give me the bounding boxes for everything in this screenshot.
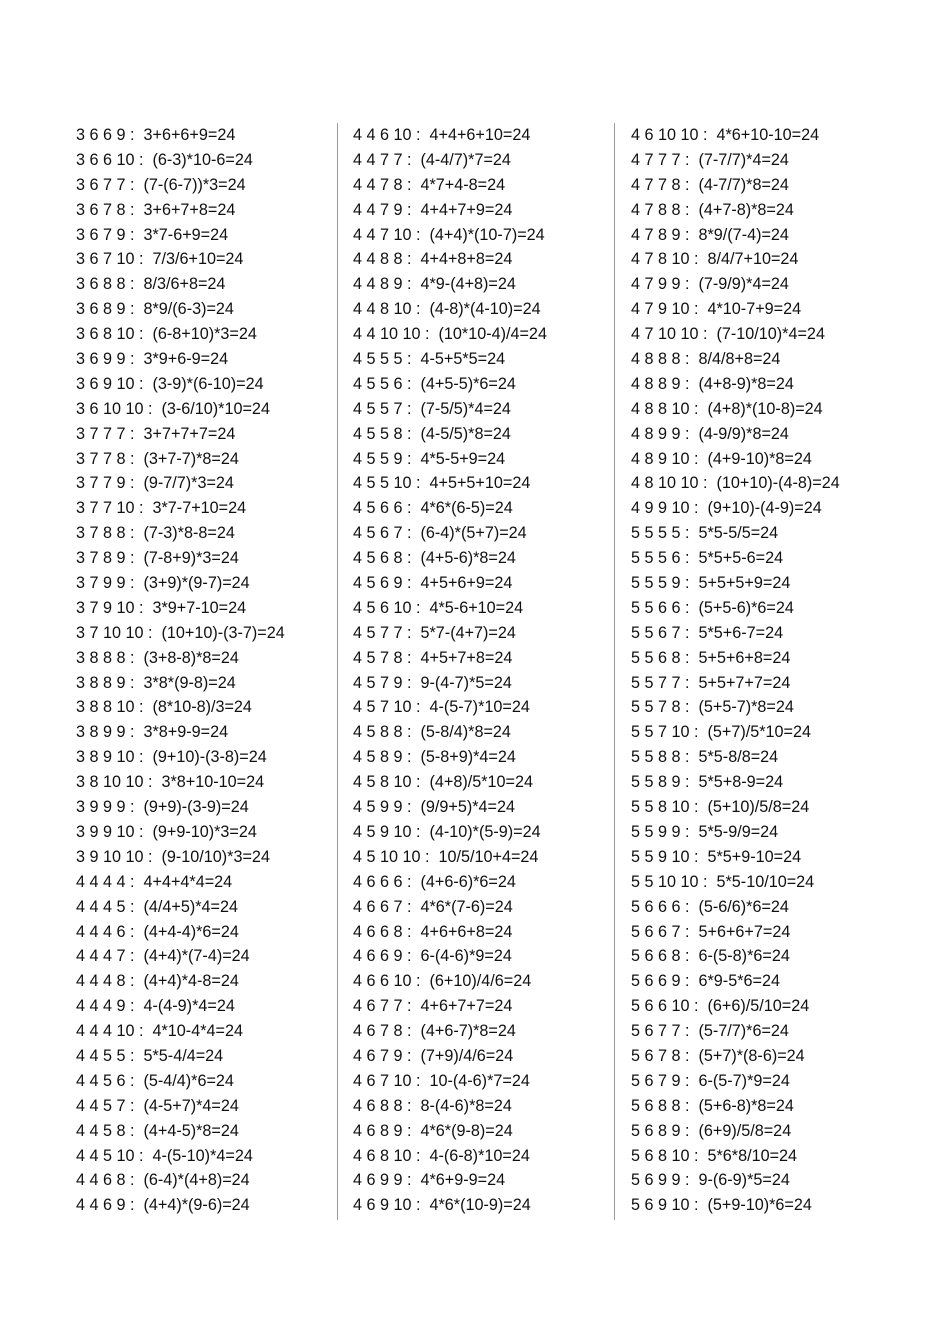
solution-entry: 3 9 9 10 : (9+9-10)*3=24	[76, 822, 257, 841]
solution-entry: 3 9 10 10 : (9-10/10)*3=24	[76, 847, 270, 866]
solution-entry: 3 7 9 9 : (3+9)*(9-7)=24	[76, 574, 250, 593]
solution-entry: 4 5 5 10 : 4+5+5+10=24	[353, 474, 531, 493]
solution-entry: 5 6 7 7 : (5-7/7)*6=24	[631, 1022, 789, 1041]
solution-entry: 4 5 6 6 : 4*6*(6-5)=24	[353, 499, 513, 518]
solution-entry: 4 5 5 6 : (4+5-5)*6=24	[353, 374, 516, 393]
solution-entry: 3 6 7 9 : 3*7-6+9=24	[76, 225, 229, 244]
solution-entry: 4 7 7 7 : (7-7/7)*4=24	[631, 150, 789, 169]
solution-entry: 5 6 8 8 : (5+6-8)*8=24	[631, 1096, 794, 1115]
solution-entry: 4 7 7 8 : (4-7/7)*8=24	[631, 175, 789, 194]
solution-entry: 4 6 8 9 : 4*6*(9-8)=24	[353, 1121, 513, 1140]
solution-entry: 5 5 7 7 : 5+5+7+7=24	[631, 673, 791, 692]
solutions-column-3	[631, 123, 901, 1218]
solution-entry: 5 6 9 10 : (5+9-10)*6=24	[631, 1196, 812, 1215]
solution-entry: 5 5 10 10 : 5*5-10/10=24	[631, 872, 815, 891]
solution-entry: 3 7 7 9 : (9-7/7)*3=24	[76, 474, 234, 493]
solution-entry: 4 6 6 10 : (6+10)/4/6=24	[353, 972, 532, 991]
solution-entry: 5 5 5 5 : 5*5-5/5=24	[631, 524, 779, 543]
solution-entry: 4 8 8 8 : 8/4/8+8=24	[631, 350, 781, 369]
solution-entry: 4 6 9 9 : 4*6+9-9=24	[353, 1171, 506, 1190]
solution-entry: 4 4 4 7 : (4+4)*(7-4)=24	[76, 947, 250, 966]
solution-entry: 4 8 8 10 : (4+8)*(10-8)=24	[631, 399, 823, 418]
solution-entry: 4 7 9 9 : (7-9/9)*4=24	[631, 275, 789, 294]
solution-entry: 4 4 8 8 : 4+4+8+8=24	[353, 250, 513, 269]
solution-entry: 4 6 8 8 : 8-(4-6)*8=24	[353, 1096, 512, 1115]
solution-entry: 3 7 8 8 : (7-3)*8-8=24	[76, 524, 235, 543]
solution-entry: 3 8 8 10 : (8*10-8)/3=24	[76, 698, 252, 717]
solution-entry: 3 6 7 7 : (7-(6-7))*3=24	[76, 175, 246, 194]
solution-entry: 4 4 7 8 : 4*7+4-8=24	[353, 175, 506, 194]
solution-entry: 4 6 7 8 : (4+6-7)*8=24	[353, 1022, 516, 1041]
solution-entry: 4 4 4 8 : (4+4)*4-8=24	[76, 972, 239, 991]
solution-entry: 3 6 7 10 : 7/3/6+10=24	[76, 250, 244, 269]
solution-entry: 4 4 5 7 : (4-5+7)*4=24	[76, 1096, 239, 1115]
solution-entry: 5 5 9 9 : 5*5-9/9=24	[631, 822, 779, 841]
solution-entry: 4 4 4 4 : 4+4+4*4=24	[76, 872, 233, 891]
solution-entry: 3 6 8 8 : 8/3/6+8=24	[76, 275, 226, 294]
solution-entry: 4 5 6 8 : (4+5-6)*8=24	[353, 549, 516, 568]
solution-entry: 4 4 5 6 : (5-4/4)*6=24	[76, 1071, 234, 1090]
solution-entry: 5 5 5 9 : 5+5+5+9=24	[631, 574, 791, 593]
solution-entry: 5 6 7 9 : 6-(5-7)*9=24	[631, 1071, 790, 1090]
solution-entry: 3 7 10 10 : (10+10)-(3-7)=24	[76, 623, 285, 642]
solution-entry: 4 7 8 9 : 8*9/(7-4)=24	[631, 225, 789, 244]
solution-entry: 5 6 7 8 : (5+7)*(8-6)=24	[631, 1046, 805, 1065]
solution-entry: 4 5 7 8 : 4+5+7+8=24	[353, 648, 513, 667]
solution-entry: 4 4 6 9 : (4+4)*(9-6)=24	[76, 1196, 250, 1215]
solution-entry: 5 5 6 6 : (5+5-6)*6=24	[631, 598, 794, 617]
solution-entry: 4 6 7 10 : 10-(4-6)*7=24	[353, 1071, 530, 1090]
solution-entry: 4 5 5 8 : (4-5/5)*8=24	[353, 424, 511, 443]
solution-entry: 4 4 7 7 : (4-4/7)*7=24	[353, 150, 511, 169]
solution-entry: 4 4 5 5 : 5*5-4/4=24	[76, 1046, 224, 1065]
solution-entry: 4 5 6 9 : 4+5+6+9=24	[353, 574, 513, 593]
solution-entry: 4 6 9 10 : 4*6*(10-9)=24	[353, 1196, 531, 1215]
solution-entry: 4 5 7 7 : 5*7-(4+7)=24	[353, 623, 516, 642]
column-divider	[614, 123, 615, 1220]
solution-entry: 4 5 9 9 : (9/9+5)*4=24	[353, 798, 515, 817]
solution-entry: 3 9 9 9 : (9+9)-(3-9)=24	[76, 798, 249, 817]
solution-entry: 4 4 4 9 : 4-(4-9)*4=24	[76, 997, 235, 1016]
solution-entry: 5 6 6 7 : 5+6+6+7=24	[631, 922, 791, 941]
solution-entry: 3 7 7 7 : 3+7+7+7=24	[76, 424, 236, 443]
solution-entry: 5 5 8 10 : (5+10)/5/8=24	[631, 798, 810, 817]
solution-entry: 5 5 6 8 : 5+5+6+8=24	[631, 648, 791, 667]
solution-entry: 4 7 9 10 : 4*10-7+9=24	[631, 300, 802, 319]
solution-entry: 4 5 10 10 : 10/5/10+4=24	[353, 847, 539, 866]
solution-entry: 5 5 9 10 : 5*5+9-10=24	[631, 847, 802, 866]
solution-entry: 4 5 7 9 : 9-(4-7)*5=24	[353, 673, 512, 692]
solution-entry: 4 9 9 10 : (9+10)-(4-9)=24	[631, 499, 822, 518]
solution-entry: 4 8 9 9 : (4-9/9)*8=24	[631, 424, 789, 443]
solution-entry: 4 4 8 9 : 4*9-(4+8)=24	[353, 275, 516, 294]
solution-entry: 4 5 6 10 : 4*5-6+10=24	[353, 598, 524, 617]
solutions-column-2	[353, 123, 623, 1218]
solution-entry: 3 6 6 9 : 3+6+6+9=24	[76, 126, 236, 144]
solution-entry: 5 5 5 6 : 5*5+5-6=24	[631, 549, 784, 568]
solution-entry: 4 4 6 10 : 4+4+6+10=24	[353, 126, 531, 144]
solution-entry: 4 6 8 10 : 4-(6-8)*10=24	[353, 1146, 530, 1165]
solution-entry: 3 8 9 9 : 3*8+9-9=24	[76, 723, 229, 742]
solution-entry: 4 5 7 10 : 4-(5-7)*10=24	[353, 698, 530, 717]
solution-entry: 4 6 6 8 : 4+6+6+8=24	[353, 922, 513, 941]
solution-entry: 4 5 9 10 : (4-10)*(5-9)=24	[353, 822, 541, 841]
solution-entry: 3 8 10 10 : 3*8+10-10=24	[76, 773, 265, 792]
solution-entry: 5 5 7 10 : (5+7)/5*10=24	[631, 723, 811, 742]
solution-entry: 3 7 8 9 : (7-8+9)*3=24	[76, 549, 239, 568]
solution-entry: 4 6 10 10 : 4*6+10-10=24	[631, 126, 820, 144]
solution-entry: 4 5 8 10 : (4+8)/5*10=24	[353, 773, 533, 792]
solution-entry: 4 8 9 10 : (4+9-10)*8=24	[631, 449, 812, 468]
solutions-column-1	[76, 123, 346, 1218]
solution-entry: 4 4 4 5 : (4/4+5)*4=24	[76, 897, 238, 916]
solution-entry: 5 6 6 9 : 6*9-5*6=24	[631, 972, 780, 991]
solution-entry: 3 6 8 9 : 8*9/(6-3)=24	[76, 300, 234, 319]
solution-entry: 4 4 10 10 : (10*10-4)/4=24	[353, 325, 547, 344]
solution-entry: 4 7 8 8 : (4+7-8)*8=24	[631, 200, 794, 219]
solution-entry: 3 7 7 10 : 3*7-7+10=24	[76, 499, 247, 518]
solution-entry: 3 6 10 10 : (3-6/10)*10=24	[76, 399, 270, 418]
solution-entry: 4 5 5 7 : (7-5/5)*4=24	[353, 399, 511, 418]
column-divider	[337, 123, 338, 1220]
solution-entry: 3 6 6 10 : (6-3)*10-6=24	[76, 150, 253, 169]
solution-entry: 5 6 6 6 : (5-6/6)*6=24	[631, 897, 789, 916]
solution-entry: 5 5 8 9 : 5*5+8-9=24	[631, 773, 784, 792]
solution-entry: 4 6 6 7 : 4*6*(7-6)=24	[353, 897, 513, 916]
solution-entry: 4 4 4 6 : (4+4-4)*6=24	[76, 922, 239, 941]
solution-entry: 4 8 10 10 : (10+10)-(4-8)=24	[631, 474, 840, 493]
solution-entry: 3 6 9 9 : 3*9+6-9=24	[76, 350, 229, 369]
solution-entry: 5 5 8 8 : 5*5-8/8=24	[631, 748, 779, 767]
solution-entry: 4 7 8 10 : 8/4/7+10=24	[631, 250, 799, 269]
solution-entry: 4 6 6 6 : (4+6-6)*6=24	[353, 872, 516, 891]
solution-entry: 4 6 7 7 : 4+6+7+7=24	[353, 997, 513, 1016]
solution-entry: 4 4 7 10 : (4+4)*(10-7)=24	[353, 225, 545, 244]
solution-entry: 4 4 4 10 : 4*10-4*4=24	[76, 1022, 243, 1041]
solution-entry: 4 4 6 8 : (6-4)*(4+8)=24	[76, 1171, 250, 1190]
solution-entry: 5 6 9 9 : 9-(6-9)*5=24	[631, 1171, 790, 1190]
solution-entry: 4 6 6 9 : 6-(4-6)*9=24	[353, 947, 512, 966]
solution-entry: 5 5 7 8 : (5+5-7)*8=24	[631, 698, 794, 717]
solution-entry: 3 6 8 10 : (6-8+10)*3=24	[76, 325, 257, 344]
solution-entry: 4 5 5 5 : 4-5+5*5=24	[353, 350, 506, 369]
solution-entry: 5 6 6 10 : (6+6)/5/10=24	[631, 997, 810, 1016]
solution-entry: 3 7 7 8 : (3+7-7)*8=24	[76, 449, 239, 468]
solution-entry: 3 6 7 8 : 3+6+7+8=24	[76, 200, 236, 219]
solution-entry: 4 5 5 9 : 4*5-5+9=24	[353, 449, 506, 468]
solution-entry: 3 8 8 8 : (3+8-8)*8=24	[76, 648, 239, 667]
solution-entry: 4 4 5 10 : 4-(5-10)*4=24	[76, 1146, 253, 1165]
solution-entry: 5 5 6 7 : 5*5+6-7=24	[631, 623, 784, 642]
solution-entry: 5 6 8 9 : (6+9)/5/8=24	[631, 1121, 792, 1140]
solution-entry: 5 6 8 10 : 5*6*8/10=24	[631, 1146, 798, 1165]
solution-entry: 4 5 6 7 : (6-4)*(5+7)=24	[353, 524, 527, 543]
solution-entry: 4 8 8 9 : (4+8-9)*8=24	[631, 374, 794, 393]
solution-entry: 3 8 9 10 : (9+10)-(3-8)=24	[76, 748, 267, 767]
solution-entry: 4 6 7 9 : (7+9)/4/6=24	[353, 1046, 514, 1065]
solution-entry: 4 4 7 9 : 4+4+7+9=24	[353, 200, 513, 219]
solution-entry: 3 6 9 10 : (3-9)*(6-10)=24	[76, 374, 264, 393]
solution-entry: 5 6 6 8 : 6-(5-8)*6=24	[631, 947, 790, 966]
solution-entry: 3 8 8 9 : 3*8*(9-8)=24	[76, 673, 236, 692]
solution-entry: 4 5 8 9 : (5-8+9)*4=24	[353, 748, 516, 767]
solution-entry: 4 5 8 8 : (5-8/4)*8=24	[353, 723, 511, 742]
solution-entry: 3 7 9 10 : 3*9+7-10=24	[76, 598, 247, 617]
solution-entry: 4 7 10 10 : (7-10/10)*4=24	[631, 325, 825, 344]
solution-entry: 4 4 8 10 : (4-8)*(4-10)=24	[353, 300, 541, 319]
solution-entry: 4 4 5 8 : (4+4-5)*8=24	[76, 1121, 239, 1140]
